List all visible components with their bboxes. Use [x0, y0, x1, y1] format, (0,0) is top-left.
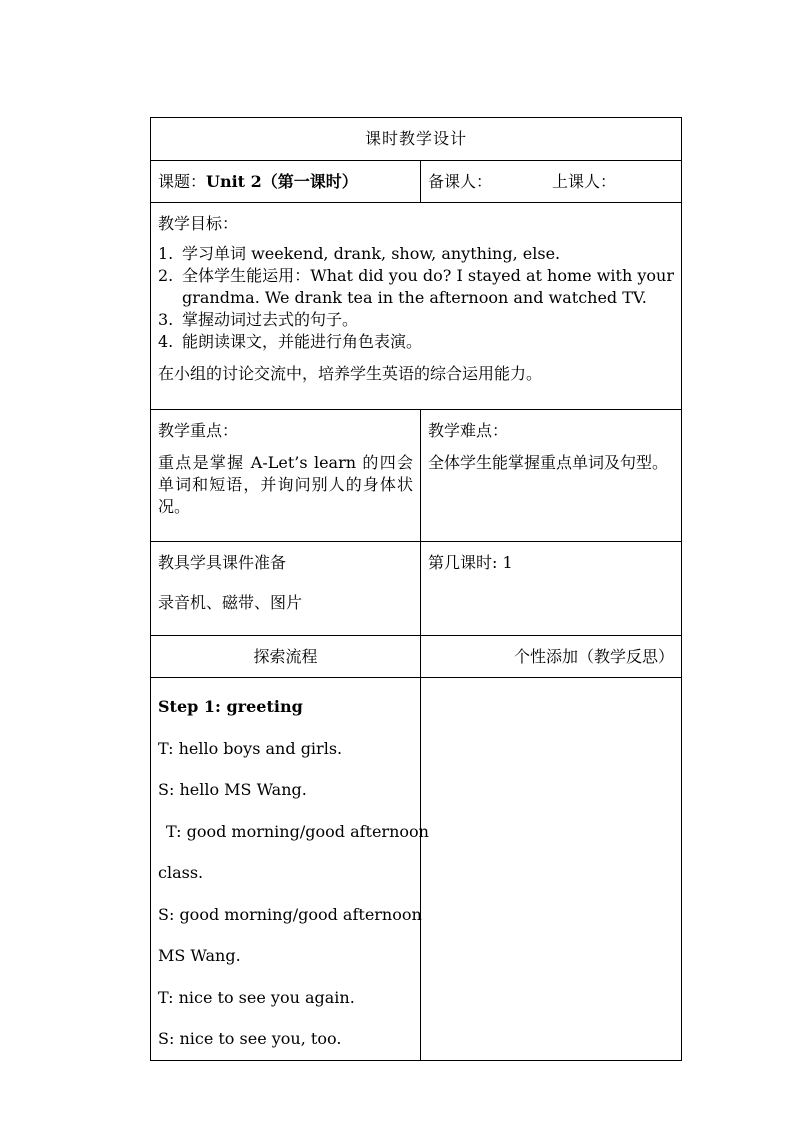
goal-text: 学习单词 weekend, drank, show, anything, else. — [182, 244, 561, 263]
goal-number: 1. — [158, 244, 174, 263]
goal-item — [158, 243, 674, 265]
key-points-heading: 教学重点： — [158, 421, 239, 440]
title-row — [151, 118, 682, 161]
goal-item — [158, 309, 674, 331]
preparation-row — [151, 542, 682, 636]
goals-summary: 在小组的讨论交流中，培养学生英语的综合运用能力。 — [158, 364, 543, 383]
dialog-line: S: good morning/good afternoon — [158, 904, 422, 924]
difficulties-heading: 教学难点： — [428, 421, 509, 440]
goals-row — [151, 203, 682, 410]
document-title: 课时教学设计 — [365, 129, 468, 148]
lesson-number-cell — [421, 542, 682, 636]
key-points-cell — [151, 410, 421, 542]
flow-cell — [151, 678, 429, 1061]
difficulties-cell — [421, 410, 682, 542]
column-heads-row — [151, 636, 682, 678]
goals-cell — [151, 203, 682, 410]
goal-text: 能朗读课文，并能进行角色表演。 — [182, 332, 423, 351]
dialog-line: S: nice to see you, too. — [158, 1029, 342, 1048]
goal-text: 全体学生能运用：What did you do? I stayed at home with your grandma. We drank tea in the afternoon and watched TV. — [182, 266, 675, 307]
dialog-line: S: hello MS Wang. — [158, 780, 307, 799]
goal-item — [158, 331, 674, 353]
notes-head-cell — [421, 636, 682, 678]
process-heading: 探索流程 — [253, 646, 318, 666]
goal-number: 4. — [158, 332, 174, 351]
dialog-line: T: good morning/good afternoon — [166, 821, 429, 841]
dialog-line: class. — [158, 863, 204, 882]
goal-list — [158, 243, 674, 353]
process-head-cell — [151, 636, 421, 678]
preparer-label: 备课人： — [428, 171, 493, 191]
dialog-line: T: hello boys and girls. — [158, 738, 343, 758]
dialog-line: MS Wang. — [158, 946, 241, 965]
key-points-body: 重点是掌握 A-Let’s learn 的四会单词和短语，并询问别人的身体状况。 — [158, 453, 413, 516]
preparation-items: 录音机、磁带、图片 — [158, 593, 303, 612]
goal-text: 掌握动词过去式的句子。 — [182, 310, 359, 329]
preparer-cell — [421, 161, 682, 203]
step-title: Step 1: greeting — [158, 697, 303, 716]
lesson-plan-table — [150, 117, 682, 1061]
topic-value: Unit 2（第一课时） — [206, 171, 358, 191]
flow-row — [151, 678, 682, 1061]
key-points-row — [151, 410, 682, 542]
dialog-line: T: nice to see you again. — [158, 987, 355, 1007]
topic-row — [151, 161, 682, 203]
goals-heading: 教学目标： — [158, 214, 239, 233]
goal-number: 3. — [158, 310, 174, 329]
lesson-number: 第几课时: 1 — [428, 553, 513, 572]
goal-number: 2. — [158, 266, 174, 285]
topic-cell — [151, 161, 421, 203]
notes-heading: 个性添加（教学反思） — [514, 646, 675, 666]
teacher-label: 上课人： — [552, 171, 617, 191]
goal-item — [158, 265, 674, 309]
topic-label: 课题： — [158, 171, 207, 191]
title-cell — [151, 118, 682, 161]
notes-cell — [421, 678, 682, 1061]
difficulties-body: 全体学生能掌握重点单词及句型。 — [428, 453, 669, 472]
preparation-cell — [151, 542, 421, 636]
preparation-heading: 教具学具课件准备 — [158, 553, 287, 572]
